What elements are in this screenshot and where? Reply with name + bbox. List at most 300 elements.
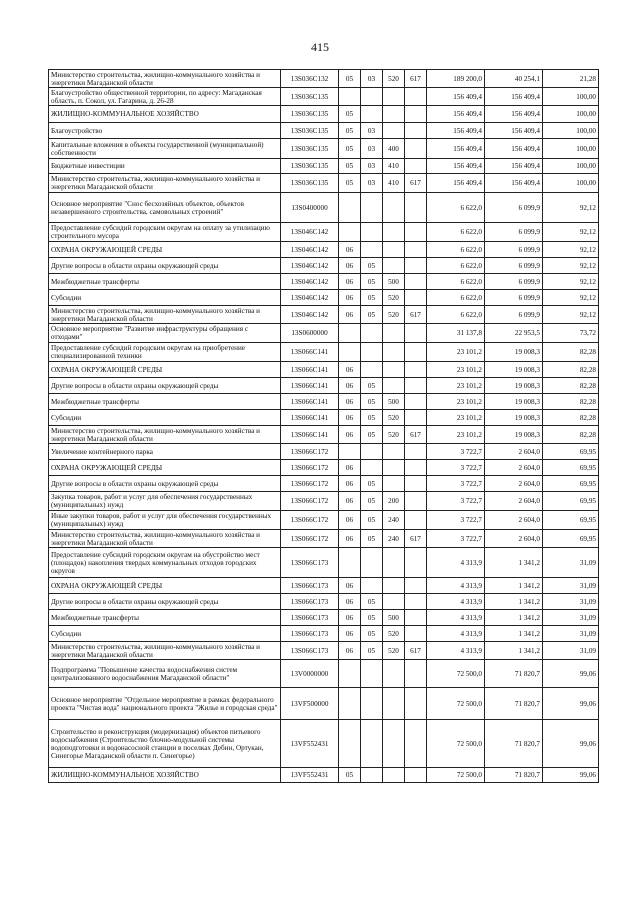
row-subsection: 05 <box>361 476 383 492</box>
row-execution-percent: 99,06 <box>543 720 599 768</box>
row-name: ОХРАНА ОКРУЖАЮЩЕЙ СРЕДЫ <box>49 362 281 378</box>
row-plan-amount: 3 722,7 <box>427 476 485 492</box>
row-expense-type <box>383 123 405 139</box>
row-ministry-code <box>405 88 427 106</box>
row-plan-amount: 72 500,0 <box>427 688 485 720</box>
row-expense-type <box>383 476 405 492</box>
row-section: 05 <box>339 159 361 174</box>
row-code: 13S036C135 <box>281 106 339 123</box>
row-plan-amount: 4 313,9 <box>427 626 485 642</box>
row-section: 06 <box>339 274 361 290</box>
row-plan-amount: 4 313,9 <box>427 642 485 660</box>
table-row <box>49 290 599 306</box>
table-row <box>49 660 599 688</box>
row-section <box>339 720 361 768</box>
row-execution-percent: 100,00 <box>543 159 599 174</box>
row-subsection: 05 <box>361 306 383 324</box>
row-fact-amount: 19 008,3 <box>485 343 543 362</box>
row-fact-amount: 6 099,9 <box>485 258 543 274</box>
row-subsection: 03 <box>361 139 383 159</box>
row-subsection: 05 <box>361 642 383 660</box>
row-expense-type: 500 <box>383 610 405 626</box>
row-plan-amount: 6 622,0 <box>427 274 485 290</box>
row-fact-amount: 19 008,3 <box>485 426 543 444</box>
row-code: 13S046C142 <box>281 274 339 290</box>
row-section: 06 <box>339 460 361 476</box>
row-plan-amount: 156 409,4 <box>427 88 485 106</box>
row-execution-percent: 92,12 <box>543 193 599 223</box>
row-name: Бюджетные инвестиции <box>49 159 281 174</box>
row-name: Подпрограмма "Повышение качества водоснабжения систем централизованного водоснабжения Магаданской области" <box>49 660 281 688</box>
row-subsection <box>361 578 383 594</box>
table-row <box>49 492 599 511</box>
row-section <box>339 223 361 242</box>
row-subsection: 05 <box>361 511 383 530</box>
row-expense-type <box>383 768 405 783</box>
row-expense-type: 520 <box>383 306 405 324</box>
row-execution-percent: 69,95 <box>543 476 599 492</box>
row-ministry-code <box>405 139 427 159</box>
row-ministry-code <box>405 688 427 720</box>
row-code: 13S036C135 <box>281 139 339 159</box>
row-expense-type <box>383 106 405 123</box>
table-row <box>49 720 599 768</box>
row-plan-amount: 3 722,7 <box>427 530 485 548</box>
row-ministry-code <box>405 159 427 174</box>
row-execution-percent: 69,95 <box>543 530 599 548</box>
row-name: ОХРАНА ОКРУЖАЮЩЕЙ СРЕДЫ <box>49 460 281 476</box>
table-row <box>49 343 599 362</box>
row-plan-amount: 72 500,0 <box>427 660 485 688</box>
row-section: 06 <box>339 394 361 410</box>
row-ministry-code: 617 <box>405 426 427 444</box>
row-fact-amount: 156 409,4 <box>485 139 543 159</box>
row-section: 06 <box>339 426 361 444</box>
row-code: 13VF552431 <box>281 720 339 768</box>
row-code: 13S066C141 <box>281 362 339 378</box>
row-subsection: 05 <box>361 530 383 548</box>
row-ministry-code: 617 <box>405 306 427 324</box>
budget-table <box>48 69 599 783</box>
row-subsection <box>361 548 383 578</box>
row-subsection: 03 <box>361 123 383 139</box>
row-expense-type <box>383 242 405 258</box>
table-row <box>49 444 599 460</box>
row-name: Другие вопросы в области охраны окружающей среды <box>49 476 281 492</box>
row-expense-type <box>383 578 405 594</box>
row-plan-amount: 156 409,4 <box>427 174 485 193</box>
row-ministry-code <box>405 378 427 394</box>
row-code: 13S066C172 <box>281 511 339 530</box>
row-execution-percent: 31,09 <box>543 548 599 578</box>
row-name: Капитальные вложения в объекты государственной (муниципальной) собственности <box>49 139 281 159</box>
row-name: Строительство и реконструкция (модернизация) объектов питьевого водоснабжения (Строительство блочно-модульной системы водоподготовки и водонасосной станции в поселках Дебин, Ортукан, Синегорье Магаданской области п. Синегорье) <box>49 720 281 768</box>
table-row <box>49 378 599 394</box>
row-ministry-code <box>405 444 427 460</box>
table-row <box>49 578 599 594</box>
table-row <box>49 394 599 410</box>
row-name: Межбюджетные трансферты <box>49 274 281 290</box>
row-expense-type <box>383 548 405 578</box>
row-expense-type <box>383 688 405 720</box>
row-code: 13S066C172 <box>281 460 339 476</box>
row-fact-amount: 71 820,7 <box>485 768 543 783</box>
row-execution-percent: 92,12 <box>543 223 599 242</box>
row-code: 13S046C142 <box>281 306 339 324</box>
row-section <box>339 324 361 343</box>
row-ministry-code <box>405 660 427 688</box>
row-plan-amount: 72 500,0 <box>427 720 485 768</box>
table-row <box>49 530 599 548</box>
row-fact-amount: 156 409,4 <box>485 106 543 123</box>
table-row <box>49 610 599 626</box>
row-plan-amount: 23 101,2 <box>427 410 485 426</box>
row-name: Министерство строительства, жилищно-коммунального хозяйства и энергетики Магаданской области <box>49 306 281 324</box>
table-row <box>49 768 599 783</box>
row-fact-amount: 6 099,9 <box>485 290 543 306</box>
row-execution-percent: 31,09 <box>543 642 599 660</box>
row-code: 13S066C173 <box>281 548 339 578</box>
row-plan-amount: 6 622,0 <box>427 193 485 223</box>
table-row <box>49 511 599 530</box>
row-expense-type: 400 <box>383 139 405 159</box>
row-ministry-code: 617 <box>405 70 427 88</box>
row-expense-type <box>383 362 405 378</box>
row-ministry-code <box>405 362 427 378</box>
row-name: Благоустройство общественной территории, по адресу: Магаданская область, п. Сокол, ул. Гагарина, д. 26-28 <box>49 88 281 106</box>
row-name: Закупка товаров, работ и услуг для обеспечения государственных (муниципальных) нужд <box>49 492 281 511</box>
row-code: 13S066C173 <box>281 610 339 626</box>
row-subsection <box>361 720 383 768</box>
row-subsection: 05 <box>361 492 383 511</box>
row-fact-amount: 2 604,0 <box>485 476 543 492</box>
table-row <box>49 223 599 242</box>
row-plan-amount: 23 101,2 <box>427 343 485 362</box>
row-section: 05 <box>339 70 361 88</box>
row-plan-amount: 23 101,2 <box>427 426 485 444</box>
row-name: ЖИЛИЩНО-КОММУНАЛЬНОЕ ХОЗЯЙСТВО <box>49 106 281 123</box>
row-plan-amount: 23 101,2 <box>427 378 485 394</box>
row-expense-type: 520 <box>383 626 405 642</box>
row-subsection: 05 <box>361 594 383 610</box>
row-ministry-code <box>405 594 427 610</box>
table-row <box>49 460 599 476</box>
row-plan-amount: 6 622,0 <box>427 290 485 306</box>
row-code: 13S046C142 <box>281 258 339 274</box>
row-expense-type: 520 <box>383 70 405 88</box>
row-code: 13S066C172 <box>281 492 339 511</box>
row-name: Основное мероприятие "Снос бесхозяйных объектов, объектов незавершенного строительства, самовольных строений" <box>49 193 281 223</box>
row-name: Основное мероприятие "Развитие инфраструктуры обращения с отходами" <box>49 324 281 343</box>
row-code: 13V0000000 <box>281 660 339 688</box>
table-row <box>49 594 599 610</box>
row-execution-percent: 100,00 <box>543 88 599 106</box>
row-subsection <box>361 688 383 720</box>
row-execution-percent: 82,28 <box>543 394 599 410</box>
row-code: 13S066C172 <box>281 476 339 492</box>
row-expense-type <box>383 324 405 343</box>
row-ministry-code <box>405 511 427 530</box>
row-code: 13S066C173 <box>281 642 339 660</box>
row-fact-amount: 6 099,9 <box>485 242 543 258</box>
row-code: 13S036C135 <box>281 174 339 193</box>
row-ministry-code <box>405 258 427 274</box>
row-name: Министерство строительства, жилищно-коммунального хозяйства и энергетики Магаданской области <box>49 426 281 444</box>
row-execution-percent: 82,28 <box>543 378 599 394</box>
row-ministry-code: 617 <box>405 174 427 193</box>
row-plan-amount: 23 101,2 <box>427 362 485 378</box>
row-ministry-code <box>405 223 427 242</box>
row-ministry-code: 617 <box>405 530 427 548</box>
row-subsection <box>361 88 383 106</box>
row-plan-amount: 72 500,0 <box>427 768 485 783</box>
row-ministry-code <box>405 106 427 123</box>
row-execution-percent: 82,28 <box>543 343 599 362</box>
row-name: Субсидии <box>49 290 281 306</box>
row-expense-type <box>383 88 405 106</box>
row-expense-type: 520 <box>383 410 405 426</box>
row-subsection <box>361 324 383 343</box>
row-expense-type <box>383 258 405 274</box>
row-expense-type <box>383 660 405 688</box>
table-row <box>49 306 599 324</box>
table-row <box>49 274 599 290</box>
row-section: 06 <box>339 290 361 306</box>
row-name: Министерство строительства, жилищно-коммунального хозяйства и энергетики Магаданской области <box>49 642 281 660</box>
row-name: Другие вопросы в области охраны окружающей среды <box>49 258 281 274</box>
row-execution-percent: 100,00 <box>543 106 599 123</box>
row-code: 13S066C173 <box>281 578 339 594</box>
row-subsection: 03 <box>361 174 383 193</box>
row-name: Министерство строительства, жилищно-коммунального хозяйства и энергетики Магаданской области <box>49 70 281 88</box>
row-execution-percent: 69,95 <box>543 492 599 511</box>
row-ministry-code <box>405 343 427 362</box>
table-row <box>49 362 599 378</box>
row-fact-amount: 71 820,7 <box>485 720 543 768</box>
row-code: 13S046C142 <box>281 242 339 258</box>
row-execution-percent: 82,28 <box>543 410 599 426</box>
table-row <box>49 426 599 444</box>
row-name: Министерство строительства, жилищно-коммунального хозяйства и энергетики Магаданской области <box>49 530 281 548</box>
row-execution-percent: 92,12 <box>543 242 599 258</box>
row-fact-amount: 71 820,7 <box>485 660 543 688</box>
table-row <box>49 88 599 106</box>
row-plan-amount: 3 722,7 <box>427 511 485 530</box>
row-code: 13S066C141 <box>281 410 339 426</box>
row-execution-percent: 92,12 <box>543 274 599 290</box>
row-code: 13S036C135 <box>281 88 339 106</box>
row-execution-percent: 21,28 <box>543 70 599 88</box>
table-row <box>49 258 599 274</box>
row-expense-type <box>383 444 405 460</box>
row-fact-amount: 71 820,7 <box>485 688 543 720</box>
row-code: 13S066C172 <box>281 444 339 460</box>
row-section: 06 <box>339 258 361 274</box>
row-ministry-code <box>405 610 427 626</box>
row-name: Основное мероприятие "Отдельное мероприятие в рамках федерального проекта "Чистая вода" национального проекта "Жилье и городская среда" <box>49 688 281 720</box>
row-section: 06 <box>339 476 361 492</box>
row-fact-amount: 1 341,2 <box>485 610 543 626</box>
row-execution-percent: 99,06 <box>543 660 599 688</box>
row-fact-amount: 2 604,0 <box>485 492 543 511</box>
row-expense-type <box>383 460 405 476</box>
row-ministry-code <box>405 578 427 594</box>
row-code: 13S066C173 <box>281 626 339 642</box>
row-subsection <box>361 362 383 378</box>
table-row <box>49 174 599 193</box>
row-section <box>339 688 361 720</box>
row-subsection <box>361 242 383 258</box>
row-fact-amount: 6 099,9 <box>485 306 543 324</box>
row-subsection: 03 <box>361 70 383 88</box>
row-subsection: 05 <box>361 410 383 426</box>
row-ministry-code <box>405 768 427 783</box>
row-fact-amount: 156 409,4 <box>485 88 543 106</box>
row-plan-amount: 189 200,0 <box>427 70 485 88</box>
row-code: 13S0600000 <box>281 324 339 343</box>
row-expense-type: 410 <box>383 174 405 193</box>
row-execution-percent: 92,12 <box>543 290 599 306</box>
row-name: Увеличение контейнерного парка <box>49 444 281 460</box>
row-section: 06 <box>339 242 361 258</box>
row-execution-percent: 69,95 <box>543 511 599 530</box>
row-plan-amount: 6 622,0 <box>427 306 485 324</box>
row-section: 05 <box>339 123 361 139</box>
row-section <box>339 660 361 688</box>
row-ministry-code <box>405 193 427 223</box>
row-fact-amount: 6 099,9 <box>485 193 543 223</box>
row-code: 13S066C141 <box>281 426 339 444</box>
row-expense-type <box>383 594 405 610</box>
row-expense-type: 200 <box>383 492 405 511</box>
row-expense-type: 500 <box>383 274 405 290</box>
row-section: 05 <box>339 139 361 159</box>
row-plan-amount: 31 137,8 <box>427 324 485 343</box>
row-plan-amount: 4 313,9 <box>427 610 485 626</box>
table-row <box>49 159 599 174</box>
row-execution-percent: 100,00 <box>543 123 599 139</box>
row-section: 06 <box>339 530 361 548</box>
row-code: 13S066C173 <box>281 594 339 610</box>
row-name: Предоставление субсидий городским округам на оплату за утилизацию строительного мусора <box>49 223 281 242</box>
table-row <box>49 106 599 123</box>
row-fact-amount: 2 604,0 <box>485 530 543 548</box>
row-fact-amount: 19 008,3 <box>485 362 543 378</box>
row-code: 13S066C141 <box>281 378 339 394</box>
table-row <box>49 642 599 660</box>
page-number: 415 <box>311 40 329 54</box>
row-fact-amount: 40 254,1 <box>485 70 543 88</box>
row-ministry-code <box>405 460 427 476</box>
row-code: 13S046C142 <box>281 223 339 242</box>
row-ministry-code <box>405 274 427 290</box>
row-execution-percent: 69,95 <box>543 460 599 476</box>
table-row <box>49 324 599 343</box>
row-name: ЖИЛИЩНО-КОММУНАЛЬНОЕ ХОЗЯЙСТВО <box>49 768 281 783</box>
row-execution-percent: 100,00 <box>543 139 599 159</box>
row-fact-amount: 19 008,3 <box>485 378 543 394</box>
row-name: Субсидии <box>49 410 281 426</box>
row-ministry-code <box>405 242 427 258</box>
row-ministry-code <box>405 324 427 343</box>
row-code: 13S0400000 <box>281 193 339 223</box>
row-ministry-code <box>405 123 427 139</box>
row-section: 06 <box>339 492 361 511</box>
row-name: Другие вопросы в области охраны окружающей среды <box>49 594 281 610</box>
row-name: Министерство строительства, жилищно-коммунального хозяйства и энергетики Магаданской области <box>49 174 281 193</box>
row-name: Другие вопросы в области охраны окружающей среды <box>49 378 281 394</box>
row-expense-type <box>383 343 405 362</box>
row-fact-amount: 1 341,2 <box>485 642 543 660</box>
row-expense-type: 500 <box>383 394 405 410</box>
table-row <box>49 70 599 88</box>
row-expense-type <box>383 223 405 242</box>
row-code: 13S036C132 <box>281 70 339 88</box>
table-row <box>49 548 599 578</box>
row-subsection <box>361 660 383 688</box>
row-execution-percent: 73,72 <box>543 324 599 343</box>
row-name: Предоставление субсидий городским округам на приобретение специализированной техники <box>49 343 281 362</box>
row-code: 13S046C142 <box>281 290 339 306</box>
row-fact-amount: 2 604,0 <box>485 460 543 476</box>
row-code: 13S066C141 <box>281 343 339 362</box>
row-ministry-code <box>405 548 427 578</box>
row-name: ОХРАНА ОКРУЖАЮЩЕЙ СРЕДЫ <box>49 242 281 258</box>
row-subsection <box>361 444 383 460</box>
table-row <box>49 410 599 426</box>
row-fact-amount: 6 099,9 <box>485 223 543 242</box>
table-row <box>49 123 599 139</box>
row-section <box>339 88 361 106</box>
row-execution-percent: 99,06 <box>543 768 599 783</box>
row-name: Благоустройство <box>49 123 281 139</box>
row-fact-amount: 6 099,9 <box>485 274 543 290</box>
row-plan-amount: 6 622,0 <box>427 223 485 242</box>
row-section: 06 <box>339 594 361 610</box>
row-plan-amount: 156 409,4 <box>427 159 485 174</box>
row-fact-amount: 1 341,2 <box>485 548 543 578</box>
row-name: Межбюджетные трансферты <box>49 610 281 626</box>
row-subsection: 05 <box>361 274 383 290</box>
row-section: 06 <box>339 578 361 594</box>
row-subsection: 03 <box>361 159 383 174</box>
row-subsection: 05 <box>361 426 383 444</box>
row-ministry-code: 617 <box>405 642 427 660</box>
row-code: 13VF500000 <box>281 688 339 720</box>
row-execution-percent: 92,12 <box>543 258 599 274</box>
row-section: 06 <box>339 410 361 426</box>
row-name: Иные закупки товаров, работ и услуг для обеспечения государственных (муниципальных) нужд <box>49 511 281 530</box>
row-execution-percent: 31,09 <box>543 626 599 642</box>
row-name: ОХРАНА ОКРУЖАЮЩЕЙ СРЕДЫ <box>49 578 281 594</box>
row-subsection <box>361 223 383 242</box>
row-section <box>339 193 361 223</box>
row-plan-amount: 23 101,2 <box>427 394 485 410</box>
row-fact-amount: 156 409,4 <box>485 123 543 139</box>
row-ministry-code <box>405 290 427 306</box>
row-fact-amount: 1 341,2 <box>485 626 543 642</box>
row-expense-type <box>383 193 405 223</box>
row-subsection <box>361 193 383 223</box>
row-execution-percent: 31,09 <box>543 594 599 610</box>
row-name: Субсидии <box>49 626 281 642</box>
row-expense-type: 520 <box>383 290 405 306</box>
row-section: 06 <box>339 378 361 394</box>
row-fact-amount: 1 341,2 <box>485 594 543 610</box>
row-subsection <box>361 343 383 362</box>
row-plan-amount: 3 722,7 <box>427 492 485 511</box>
row-ministry-code <box>405 720 427 768</box>
